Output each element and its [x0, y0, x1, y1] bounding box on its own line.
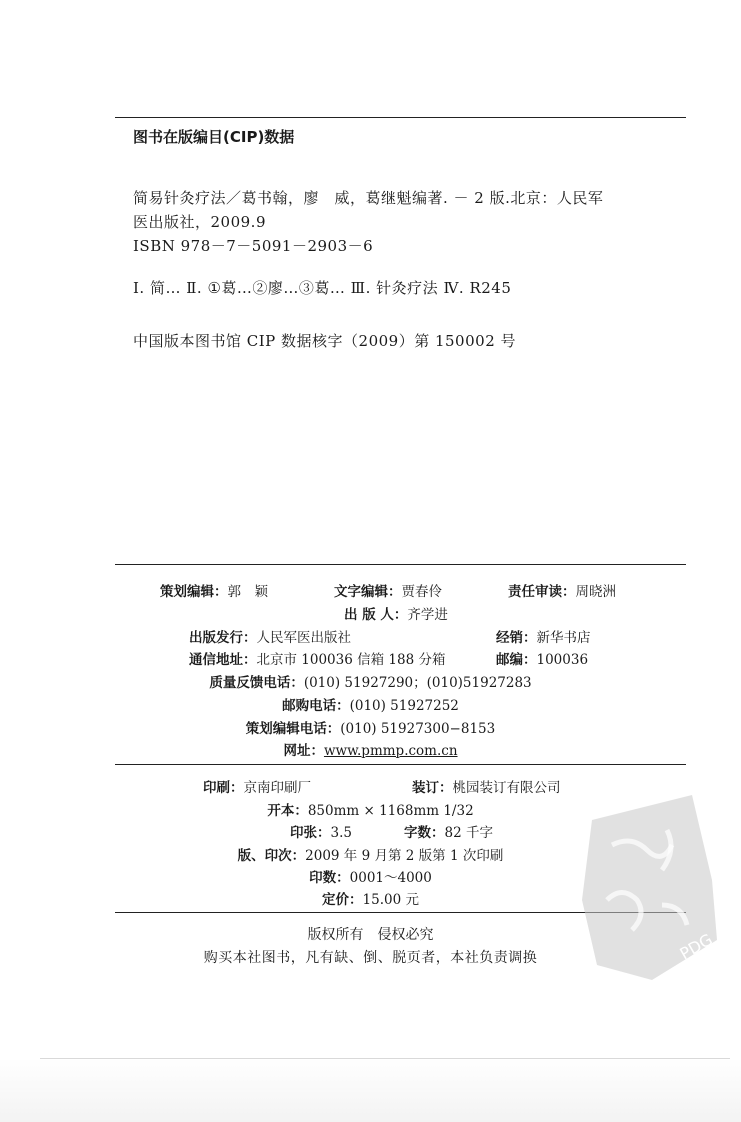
- text-editor: [334, 580, 442, 600]
- word-count-label: 字数：: [404, 825, 445, 841]
- price-value: 15.00 元: [362, 892, 419, 908]
- word-count-value: 82 千字: [444, 825, 493, 841]
- credits-top-rule: [115, 564, 686, 565]
- address-label: 通信地址：: [189, 652, 257, 668]
- address-value: 北京市 100036 信箱 188 分箱: [256, 652, 446, 668]
- website: [0, 739, 741, 759]
- planning-editor-phone-label: 策划编辑电话：: [245, 721, 341, 737]
- mailorder-phone: [0, 694, 741, 714]
- distributor-value: 人民军医出版社: [256, 630, 351, 646]
- seller-value: 新华书店: [536, 630, 591, 646]
- seller-label: 经销：: [496, 630, 537, 646]
- mailorder-phone-label: 邮购电话：: [282, 698, 350, 714]
- top-rule: [115, 117, 686, 118]
- mailorder-phone-value: (010) 51927252: [349, 698, 459, 714]
- website-link[interactable]: www.pmmp.com.cn: [323, 743, 458, 759]
- binding-label: 装订：: [412, 780, 453, 796]
- distributor: [189, 626, 351, 646]
- distributor-label: 出版发行：: [189, 630, 257, 646]
- cip-line-1: 简易针灸疗法／葛书翰，廖 威，葛继魁编著. － 2 版.北京：人民军: [133, 189, 604, 207]
- binding: [412, 776, 561, 796]
- planning-editor-phone-value: (010) 51927300−8153: [340, 721, 496, 737]
- proofreader: [508, 580, 616, 600]
- cip-isbn: ISBN 978－7－5091－2903－6: [133, 237, 374, 255]
- text-editor-label: 文字编辑：: [334, 584, 402, 600]
- cip-line-2: 医出版社，2009.9: [133, 213, 266, 231]
- cip-classification: Ⅰ. 简… Ⅱ. ①葛…②廖…③葛… Ⅲ. 针灸疗法 Ⅳ. R245: [133, 279, 512, 297]
- postcode: [496, 648, 588, 668]
- publisher-value: 齐学进: [407, 607, 448, 623]
- cip-record-number: 中国版本图书馆 CIP 数据核字（2009）第 150002 号: [133, 332, 517, 350]
- proofreader-value: 周晓洲: [575, 584, 616, 600]
- page-bottom-edge: [0, 1058, 741, 1122]
- planning-editor-phone: [0, 717, 741, 737]
- postcode-label: 邮编：: [496, 652, 537, 668]
- feedback-phone-label: 质量反馈电话：: [209, 675, 304, 691]
- proofreader-label: 责任审读：: [508, 584, 576, 600]
- edition-label: 版、印次：: [237, 848, 306, 864]
- planning-editor-label: 策划编辑：: [160, 584, 228, 600]
- printer-label: 印刷：: [203, 780, 244, 796]
- text-editor-value: 贾春伶: [401, 584, 442, 600]
- planning-editor: [160, 580, 268, 600]
- publisher: [344, 603, 448, 623]
- printing-top-rule: [115, 764, 686, 765]
- price-label: 定价：: [322, 892, 363, 908]
- feedback-phone: [0, 671, 741, 691]
- print-copies-value: 0001～4000: [349, 870, 432, 886]
- format-value: 850mm × 1168mm 1/32: [307, 803, 474, 819]
- print-sheets-label: 印张：: [290, 825, 331, 841]
- printer-value: 京南印刷厂: [243, 780, 311, 796]
- publisher-label: 出 版 人：: [344, 607, 408, 623]
- copyright-notice: 版权所有 侵权必究: [307, 927, 434, 943]
- pdg-watermark-seal: [572, 790, 722, 990]
- website-label: 网址：: [283, 743, 324, 759]
- print-copies-label: 印数：: [309, 870, 350, 886]
- edition-value: 2009 年 9 月第 2 版第 1 次印刷: [305, 848, 504, 864]
- binding-value: 桃园装订有限公司: [452, 780, 561, 796]
- feedback-phone-value: (010) 51927290；(010)51927283: [303, 675, 532, 691]
- pdg-watermark-text: PDG: [676, 929, 716, 964]
- print-sheets-value: 3.5: [330, 825, 352, 841]
- seller: [496, 626, 591, 646]
- postcode-value: 100036: [536, 652, 589, 668]
- cip-title: 图书在版编目(CIP)数据: [133, 128, 295, 146]
- address: [189, 648, 445, 668]
- printer: [203, 776, 311, 796]
- planning-editor-value: 郭 颖: [227, 584, 268, 600]
- format-label: 开本：: [267, 803, 308, 819]
- page-bottom-line: [40, 1058, 730, 1059]
- print-sheets: [290, 821, 352, 841]
- replacement-notice: 购买本社图书，凡有缺、倒、脱页者，本社负责调换: [203, 950, 538, 966]
- word-count: [404, 821, 493, 841]
